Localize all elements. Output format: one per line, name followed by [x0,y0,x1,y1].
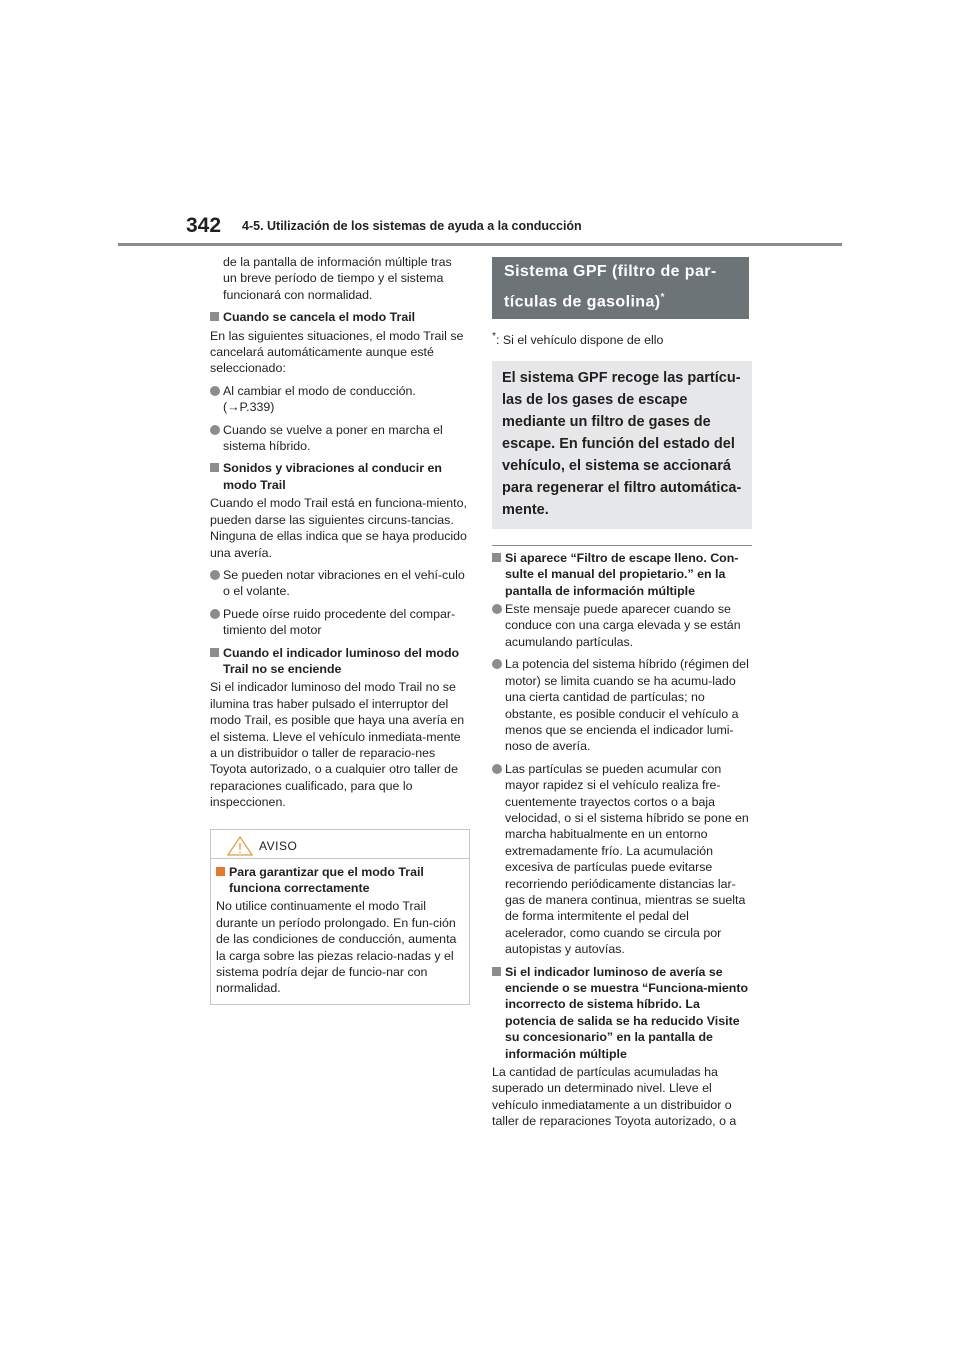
list-item: Al cambiar el modo de conducción. (→P.339) [210,383,468,416]
continued-text: de la pantalla de información múltiple tras un breve período de tiempo y el sistema funcionará con normalidad. [223,255,452,302]
gpf-section-title: Sistema GPF (filtro de par-tículas de gasolina)* [492,257,749,319]
paragraph: Si el indicador luminoso del modo Trail no se ilumina tras haber pulsado el interruptor del modo Trail, es posible que haya una avería en el sistema. Lleve el vehículo inmediata-mente a un distribuidor o taller de reparacio-nes Toyota autorizado, o a cualquier otro taller de reparaciones cualificado, para que lo inspeccionen. [210,680,465,810]
list-item: Este mensaje puede aparecer cuando se conduce con una carga elevada y se están acumulando partículas. [492,601,752,650]
square-bullet-icon [492,967,501,976]
square-bullet-icon [210,648,219,657]
square-bullet-icon [216,867,225,876]
circle-bullet-icon [492,604,502,614]
heading-trail-cancel: Cuando se cancela el modo Trail [210,309,468,325]
heading-malfunction-indicator: Si el indicador luminoso de avería se enciende o se muestra “Funciona-miento incorrecto de sistema híbrido. La potencia de salida se ha reducido Visite su concesionario” en la pantalla de información múltiple [492,964,752,1062]
list-item: Cuando se vuelve a poner en marcha el sistema híbrido. [210,422,468,455]
paragraph: La cantidad de partículas acumuladas ha superado un determinado nivel. Lleve el vehículo inmediatamente a un distribuidor o taller de reparaciones Toyota autorizado, o a [492,1065,737,1129]
left-column [210,254,468,1005]
warning-triangle-icon [227,836,253,856]
heading-trail-sounds: Sonidos y vibraciones al conducir en modo Trail [210,460,468,493]
circle-bullet-icon [210,609,220,619]
square-bullet-icon [210,463,219,472]
header-rule [118,243,842,246]
paragraph: Cuando el modo Trail está en funciona-miento, pueden darse las siguientes circuns-tancias. Ninguna de ellas indica que se haya producido una avería. [210,496,467,560]
heading-trail-indicator: Cuando el indicador luminoso del modo Trail no se enciende [210,645,468,678]
warning-text: No utilice continuamente el modo Trail durante un período prolongado. En fun-ción de las condiciones de conducción, aumenta la carga sobre las piezas relacio-nadas y el sistema podría dejar de funcio-nar con normalidad. [216,899,457,996]
list-item: La potencia del sistema híbrido (régimen del motor) se limita cuando se ha acumu-lado una cierta cantidad de partículas; no obstante, es posible conducir el vehículo a menos que se encienda el indicador lumi-noso de avería. [492,656,752,754]
warning-label: AVISO [259,838,298,853]
warning-box [210,829,470,1005]
right-column [492,257,752,1136]
list-item: Se pueden notar vibraciones en el vehí-culo o el volante. [210,567,468,600]
paragraph: En las siguientes situaciones, el modo Trail se cancelará automáticamente aunque esté seleccionado: [210,328,464,376]
heading-filter-full: Si aparece “Filtro de escape lleno. Con-sulte el manual del propietario.” en la pantalla de información múltiple [492,550,752,599]
square-bullet-icon [492,553,501,562]
warning-header [211,830,469,859]
circle-bullet-icon [210,386,220,396]
warning-body [211,859,469,1004]
warning-heading: Para garantizar que el modo Trail funciona correctamente [216,864,464,897]
circle-bullet-icon [492,764,502,774]
list-item: Puede oírse ruido procedente del compar-timiento del motor [210,606,468,639]
circle-bullet-icon [492,659,502,669]
square-bullet-icon [210,312,219,321]
circle-bullet-icon [210,425,220,435]
circle-bullet-icon [210,570,220,580]
footnote: *: Si el vehículo dispone de ello [492,331,664,348]
gpf-intro: El sistema GPF recoge las partícu-las de los gases de escape mediante un filtro de gases de escape. En función del estado del vehículo, el sistema se accionará para regenerar el filtro automática-mente. [492,361,752,529]
page-number: 342 [186,214,222,237]
divider [492,545,752,546]
list-item: Las partículas se pueden acumular con mayor rapidez si el vehículo realiza fre-cuentemente trayectos cortos o a baja velocidad, o si el sistema híbrido se pone en marcha habitualmente en un entorno extremadamente frío. La acumulación excesiva de partículas puede evitarse recorriendo periódicamente distancias lar-gas de manera continua, mientras se suelta de forma intermitente el pedal del acelerador, como cuando se circula por autopistas y autovías. [492,761,752,958]
section-title: 4-5. Utilización de los sistemas de ayuda a la conducción [242,219,582,233]
